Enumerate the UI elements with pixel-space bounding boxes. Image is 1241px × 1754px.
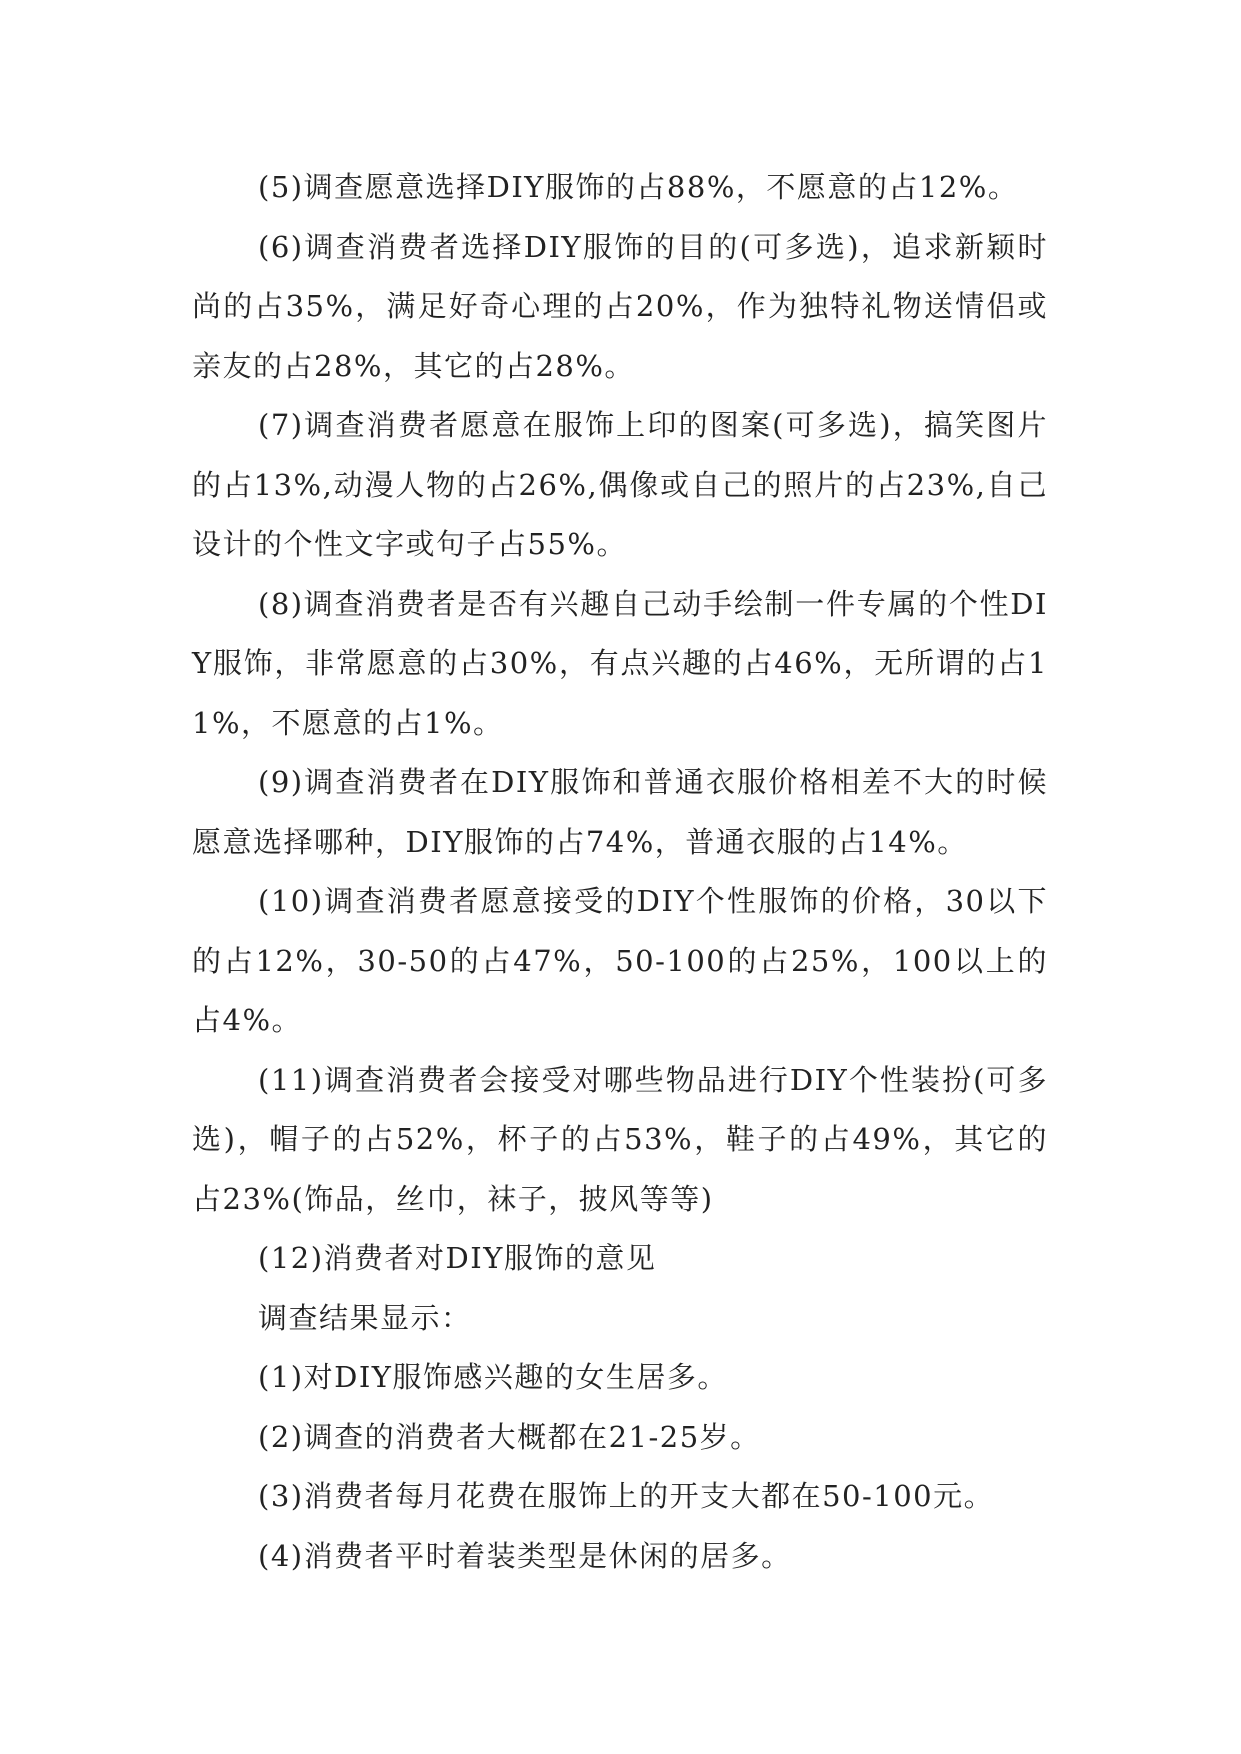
paragraph-item-9: (9)调查消费者在DIY服饰和普通衣服价格相差不大的时候愿意选择哪种，DIY服饰的占74%，普通衣服的占14%。	[192, 765, 1048, 859]
paragraph-item-10: (10)调查消费者愿意接受的DIY个性服饰的价格，30以下的占12%，30-50的占47%，50-100的占25%，100以上的占4%。	[192, 884, 1048, 1037]
result-item-1: (1)对DIY服饰感兴趣的女生居多。	[258, 1360, 728, 1394]
document-body	[192, 158, 1048, 1586]
results-heading: 调查结果显示：	[258, 1300, 472, 1335]
result-item-2: (2)调查的消费者大概都在21-25岁。	[258, 1419, 761, 1454]
result-item-3: (3)消费者每月花费在服饰上的开支大都在50-100元。	[258, 1479, 995, 1513]
paragraph-item-7: (7)调查消费者愿意在服饰上印的图案(可多选)，搞笑图片的占13%,动漫人物的占26%,偶像或自己的照片的占23%,自己设计的个性文字或句子占55%。	[192, 408, 1048, 561]
result-item-4: (4)消费者平时着装类型是休闲的居多。	[258, 1538, 792, 1573]
paragraph-item-12: (12)消费者对DIY服饰的意见	[258, 1241, 657, 1275]
paragraph-item-11: (11)调查消费者会接受对哪些物品进行DIY个性装扮(可多选)，帽子的占52%，杯子的占53%，鞋子的占49%，其它的占23%(饰品，丝巾，袜子，披风等等)	[192, 1062, 1048, 1216]
paragraph-item-6: (6)调查消费者选择DIY服饰的目的(可多选)，追求新颖时尚的占35%，满足好奇心理的占20%，作为独特礼物送情侣或亲友的占28%，其它的占28%。	[192, 229, 1048, 383]
paragraph-item-5: (5)调查愿意选择DIY服饰的占88%，不愿意的占12%。	[258, 170, 1019, 204]
paragraph-item-8: (8)调查消费者是否有兴趣自己动手绘制一件专属的个性DIY服饰，非常愿意的占30%，有点兴趣的占46%，无所谓的占11%，不愿意的占1%。	[192, 586, 1048, 740]
